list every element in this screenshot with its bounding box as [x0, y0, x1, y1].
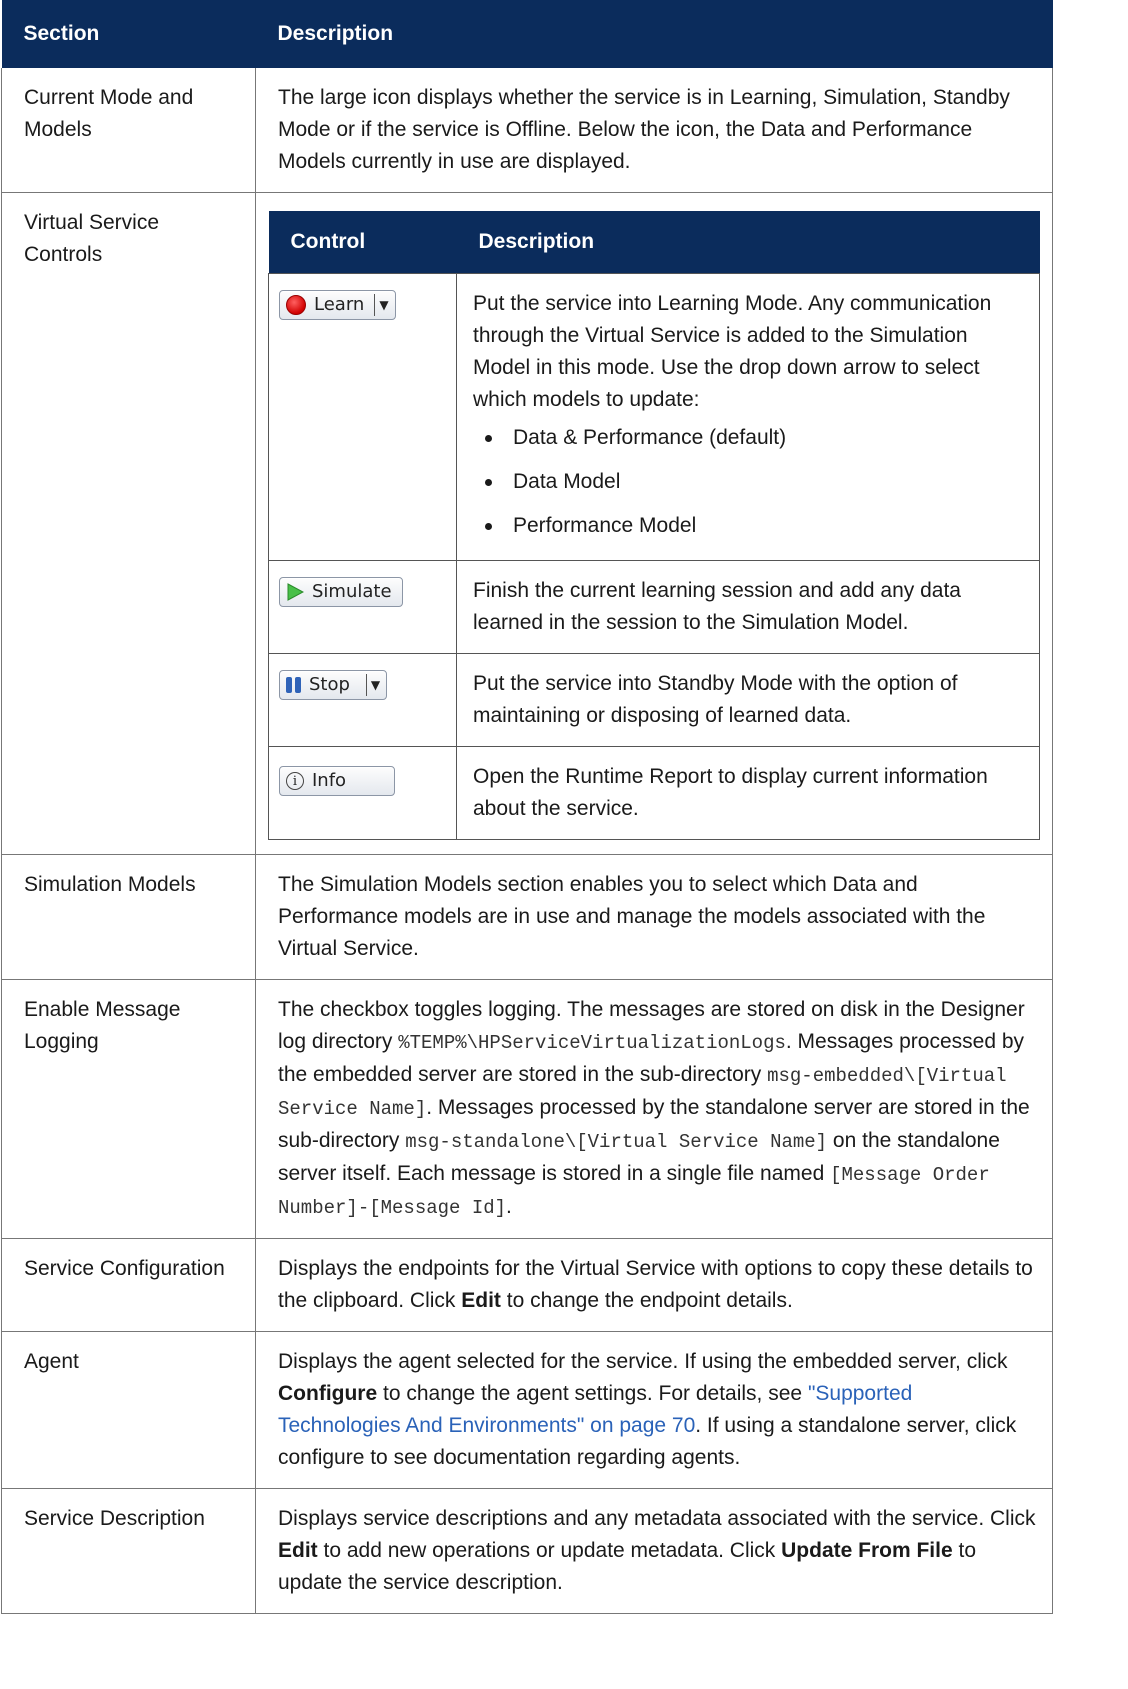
record-icon: [286, 295, 306, 315]
control-description: Finish the current learning session and add any data learned in the session to the Simulation Model.: [457, 561, 1040, 654]
description-cell: [256, 1332, 1053, 1489]
control-row-simulate: [269, 561, 1040, 654]
code-path: msg-standalone\[Virtual Service Name]: [405, 1131, 828, 1153]
code-path: [Message Order Number]-[Message Id]: [278, 1164, 990, 1219]
control-description: Open the Runtime Report to display current information about the service.: [457, 747, 1040, 840]
code-path: %TEMP%\HPServiceVirtualizationLogs: [398, 1032, 786, 1054]
section-cell: Simulation Models: [2, 855, 256, 980]
text-run: to change the agent settings. For details, see: [377, 1382, 808, 1405]
info-icon: i: [286, 772, 304, 790]
list-item: Performance Model: [473, 510, 1027, 542]
code-path: msg-embedded\[Virtual Service Name]: [278, 1065, 1007, 1120]
simulate-button-label: Simulate: [312, 581, 392, 602]
learn-button-label: Learn: [314, 294, 365, 315]
section-cell: Service Description: [2, 1489, 256, 1614]
text-run: to update the service description.: [278, 1539, 977, 1594]
button-divider: [366, 674, 367, 696]
control-row-info: [269, 747, 1040, 840]
description-cell: [256, 1489, 1053, 1614]
controls-table: [268, 211, 1040, 840]
text-run: on the standalone server itself. Each message is stored in a single file named: [278, 1129, 1000, 1185]
header-description: Description: [457, 211, 1040, 274]
pause-icon: [286, 677, 301, 693]
learn-button[interactable]: [279, 290, 396, 320]
list-item: Data Model: [473, 466, 1027, 498]
learn-description: Put the service into Learning Mode. Any communication through the Virtual Service is added to the Simulation Model in this mode. Use the drop down arrow to select which models to update:: [473, 292, 992, 411]
stop-button[interactable]: [279, 670, 387, 700]
section-cell: Virtual Service Controls: [2, 193, 256, 855]
learn-options-list: [473, 422, 1027, 542]
control-description: Put the service into Standby Mode with the option of maintaining or disposing of learned data.: [457, 654, 1040, 747]
text-run: Displays the endpoints for the Virtual Service with options to copy these details to the clipboard. Click: [278, 1257, 1033, 1312]
table-row: [2, 980, 1053, 1239]
inner-header-row: [269, 211, 1040, 274]
bold-term: Edit: [278, 1539, 318, 1562]
info-button-label: Info: [312, 770, 347, 791]
table-row: [2, 193, 1053, 855]
section-cell: Current Mode and Models: [2, 68, 256, 193]
section-cell: Service Configuration: [2, 1239, 256, 1332]
section-cell: Enable Message Logging: [2, 980, 256, 1239]
table-row: [2, 68, 1053, 193]
header-section: Section: [2, 0, 256, 68]
text-run: to add new operations or update metadata. Click: [317, 1539, 782, 1562]
simulate-button[interactable]: [279, 577, 403, 607]
table-row: [2, 1332, 1053, 1489]
control-cell: [269, 274, 457, 561]
section-cell: Agent: [2, 1332, 256, 1489]
control-cell: [269, 654, 457, 747]
control-description: [457, 274, 1040, 561]
header-control: Control: [269, 211, 457, 274]
button-divider: [374, 294, 375, 316]
text-run: . Messages processed by the embedded server are stored in the sub-directory: [278, 1030, 1025, 1086]
info-button[interactable]: [279, 766, 395, 796]
text-run: . If using a standalone server, click configure to see documentation regarding agents.: [278, 1414, 1017, 1469]
text-run: The checkbox toggles logging. The messages are stored on disk in the Designer log directory: [278, 998, 1025, 1053]
text-run: Displays the agent selected for the service. If using the embedded server, click: [278, 1350, 1008, 1373]
description-cell: The large icon displays whether the service is in Learning, Simulation, Standby Mode or if the service is Offline. Below the icon, the Data and Performance Models currently in use are displayed.: [256, 68, 1053, 193]
control-cell: [269, 561, 457, 654]
text-run: to change the endpoint details.: [500, 1289, 793, 1312]
description-cell: The Simulation Models section enables you to select which Data and Performance models are in use and manage the models associated with the Virtual Service.: [256, 855, 1053, 980]
sections-table: [1, 0, 1053, 1614]
description-cell: [256, 193, 1053, 855]
control-cell: [269, 747, 457, 840]
table-row: [2, 1489, 1053, 1614]
bold-term: Edit: [461, 1289, 501, 1312]
table-row: [2, 1239, 1053, 1332]
table-row: [2, 855, 1053, 980]
header-row: [2, 0, 1053, 68]
cross-reference-link[interactable]: "Supported Technologies And Environments" on page 70: [278, 1382, 913, 1437]
chevron-down-icon[interactable]: ▼: [379, 298, 389, 312]
text-run: .: [506, 1195, 512, 1218]
text-run: Displays service descriptions and any metadata associated with the service. Click: [278, 1507, 1036, 1530]
chevron-down-icon[interactable]: ▼: [370, 678, 381, 692]
stop-button-label: Stop: [309, 674, 350, 695]
list-item: Data & Performance (default): [473, 422, 1027, 454]
control-row-learn: [269, 274, 1040, 561]
bold-term: Configure: [278, 1382, 378, 1405]
bold-term: Update From File: [781, 1539, 953, 1562]
description-cell: [256, 980, 1053, 1239]
description-cell: [256, 1239, 1053, 1332]
play-icon: [286, 583, 304, 601]
header-description: Description: [256, 0, 1053, 68]
control-row-stop: [269, 654, 1040, 747]
text-run: . Messages processed by the standalone server are stored in the sub-directory: [278, 1096, 1030, 1152]
